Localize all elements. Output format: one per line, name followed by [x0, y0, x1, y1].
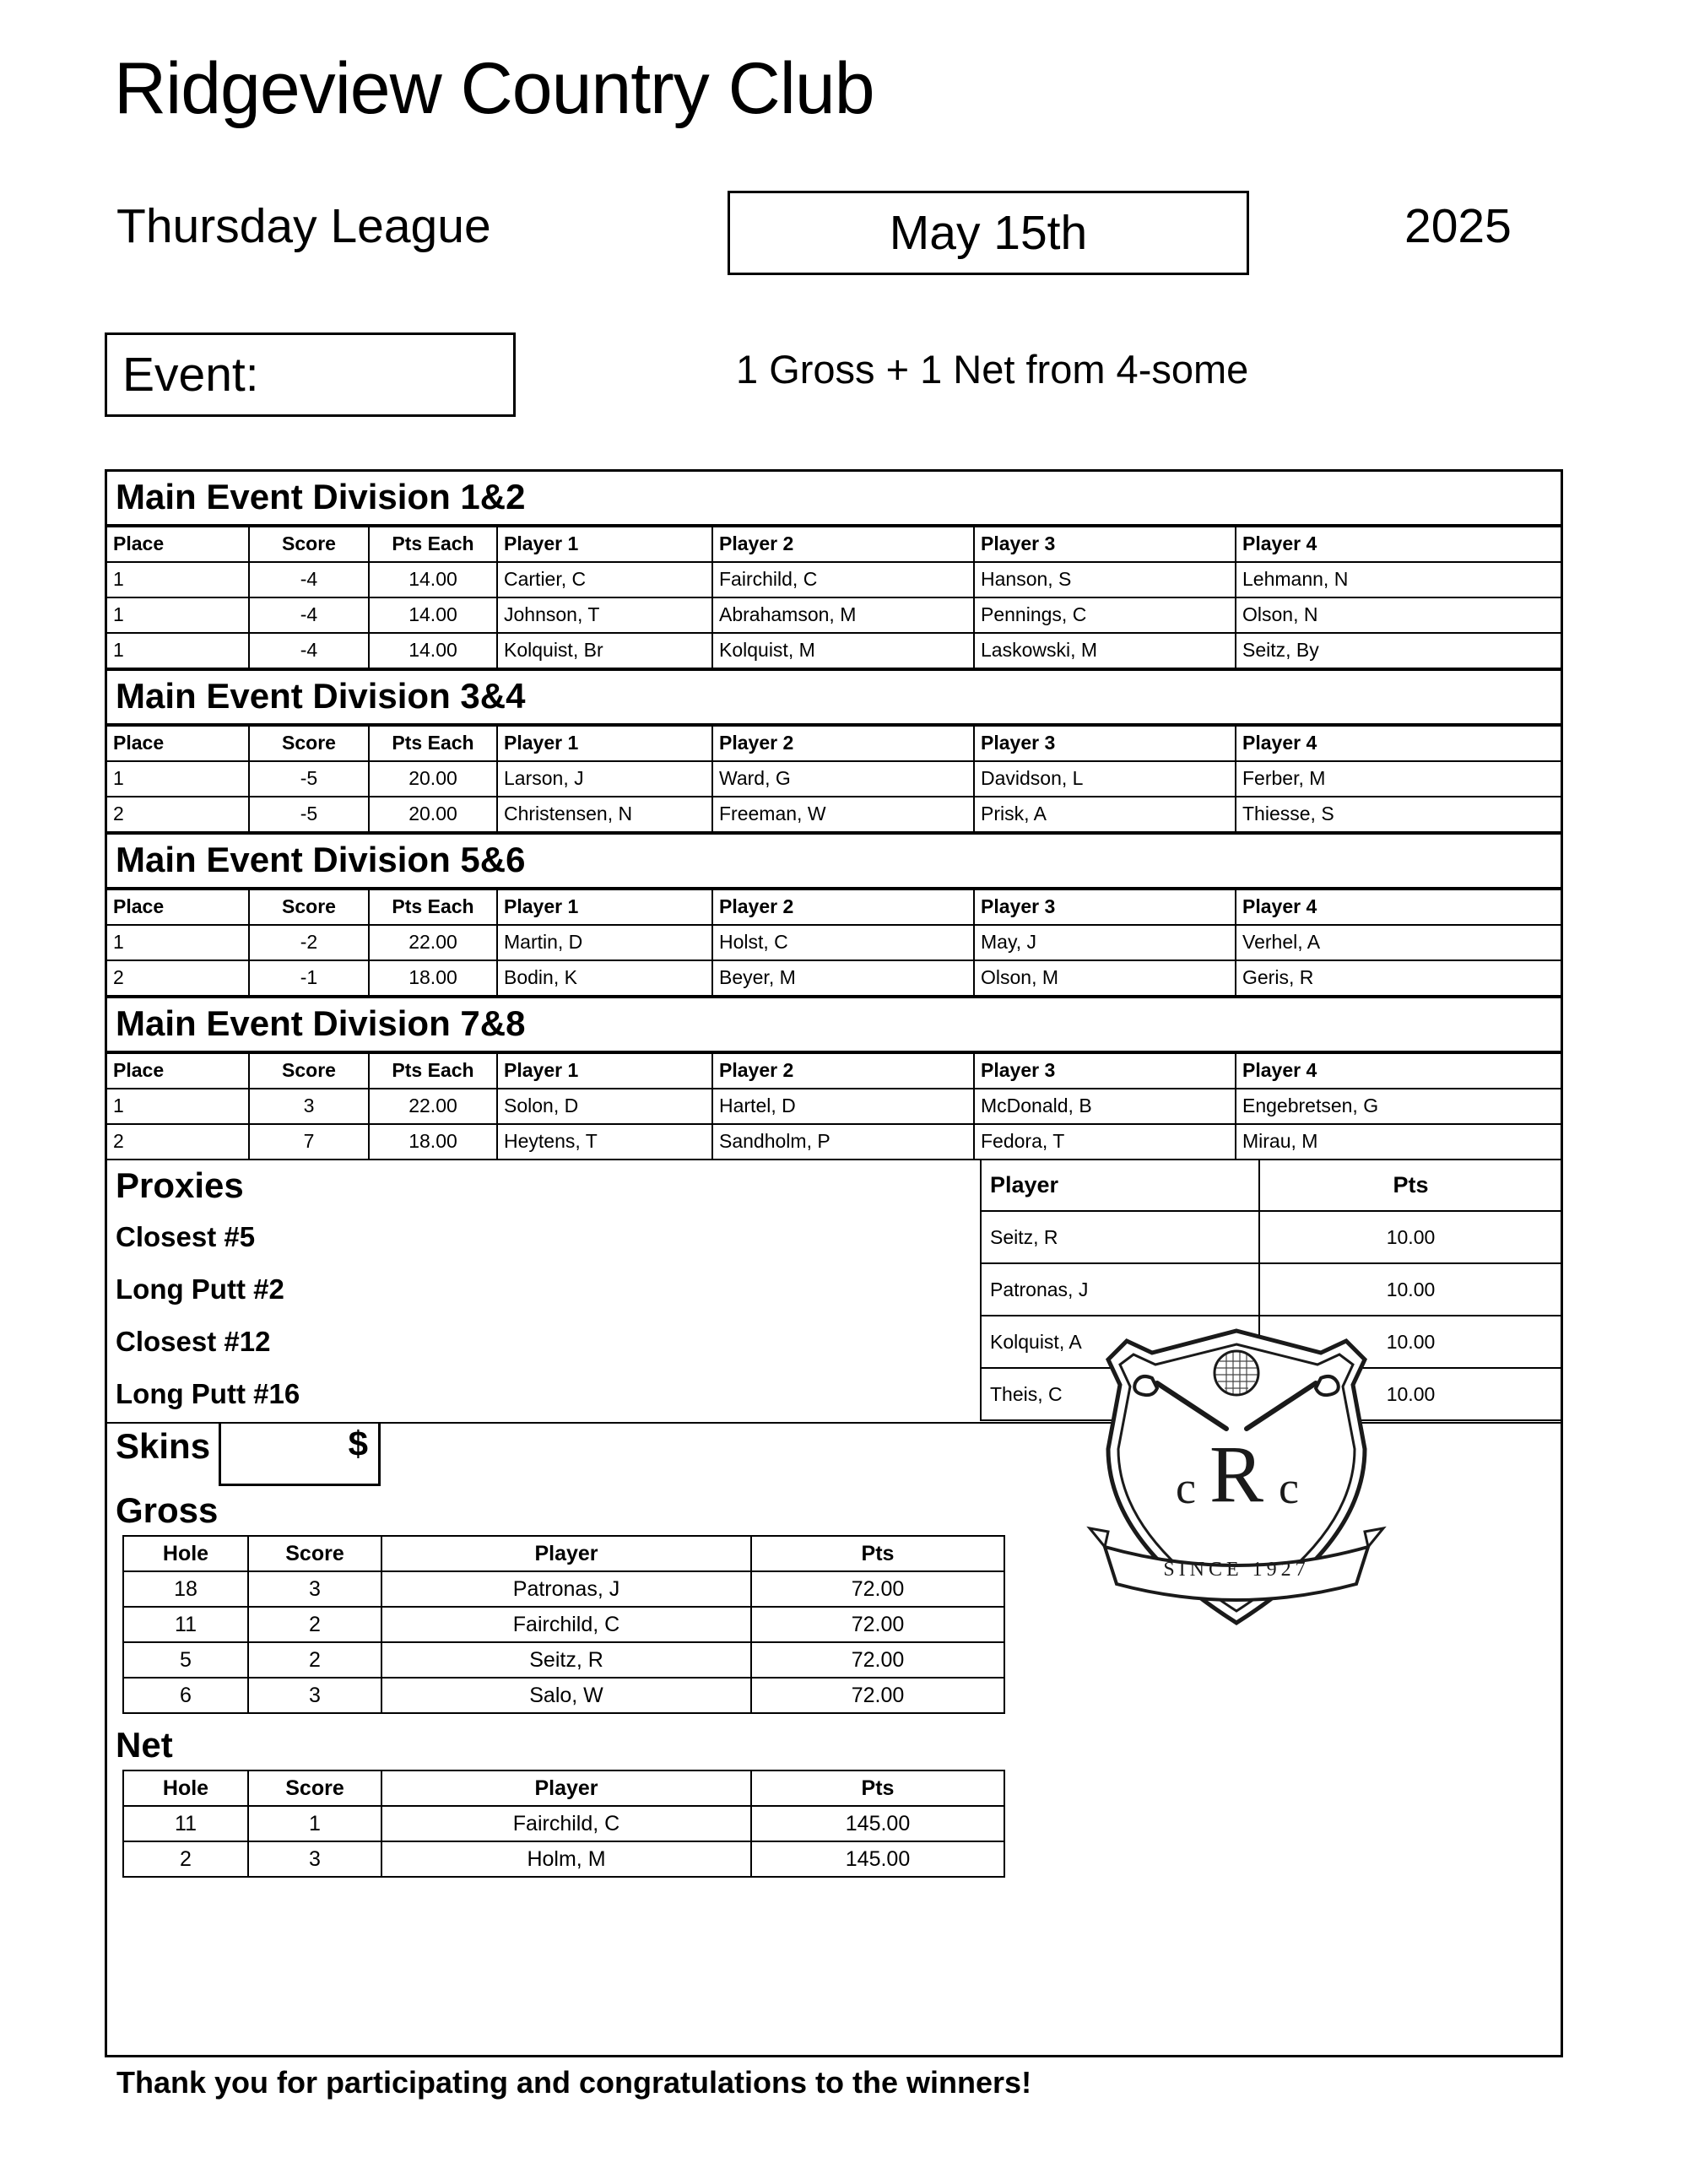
cell-player: Salo, W: [381, 1678, 751, 1713]
cell-place: 1: [107, 925, 249, 960]
cell-player2: Kolquist, M: [712, 633, 974, 668]
col-hole: Hole: [123, 1770, 248, 1806]
cell-player3: McDonald, B: [974, 1089, 1236, 1124]
cell-player1: Solon, D: [497, 1089, 712, 1124]
date-text: May 15th: [889, 205, 1088, 260]
cell-score: 3: [249, 1089, 369, 1124]
cell-player: Fairchild, C: [381, 1806, 751, 1841]
cell-pts: 145.00: [751, 1806, 1004, 1841]
cell-player4: Geris, R: [1236, 960, 1561, 996]
table-row: [123, 1678, 1004, 1713]
cell-score: -5: [249, 797, 369, 832]
cell-player3: Prisk, A: [974, 797, 1236, 832]
cell-score: -4: [249, 597, 369, 633]
svg-text:c: c: [1176, 1462, 1196, 1513]
cell-score: 2: [248, 1607, 381, 1642]
cell-player: Patronas, J: [381, 1571, 751, 1607]
cell-player4: Ferber, M: [1236, 761, 1561, 797]
proxy-label-2: Long Putt #2: [116, 1273, 284, 1305]
col-player1: Player 1: [497, 1053, 712, 1089]
year-text: 2025: [1404, 199, 1512, 253]
cell-score: -1: [249, 960, 369, 996]
cell-place: 2: [107, 960, 249, 996]
cell-pts: 18.00: [369, 960, 497, 996]
cell-player: Seitz, R: [381, 1642, 751, 1678]
table-row: [981, 1263, 1561, 1316]
table-row: [123, 1571, 1004, 1607]
col-pts: Pts: [751, 1536, 1004, 1571]
col-place: Place: [107, 1053, 249, 1089]
division-title-3: Main Event Division 5&6: [107, 833, 1561, 889]
cell-player4: Engebretsen, G: [1236, 1089, 1561, 1124]
cell-player4: Seitz, By: [1236, 633, 1561, 668]
event-description: 1 Gross + 1 Net from 4-some: [736, 347, 1249, 392]
table-header-row: [123, 1536, 1004, 1571]
cell-player1: Cartier, C: [497, 562, 712, 597]
table-row: [107, 797, 1561, 832]
cell-hole: 11: [123, 1806, 248, 1841]
cell-player2: Hartel, D: [712, 1089, 974, 1124]
svg-text:c: c: [1279, 1462, 1299, 1513]
table-header-row: [107, 726, 1561, 761]
cell-pts: 14.00: [369, 562, 497, 597]
cell-player3: Fedora, T: [974, 1124, 1236, 1160]
table-header-row: [123, 1770, 1004, 1806]
col-player2: Player 2: [712, 527, 974, 562]
col-player: Player: [381, 1770, 751, 1806]
col-score: Score: [248, 1770, 381, 1806]
col-player3: Player 3: [974, 726, 1236, 761]
cell-place: 1: [107, 1089, 249, 1124]
col-place: Place: [107, 527, 249, 562]
table-header-row: [107, 527, 1561, 562]
cell-hole: 2: [123, 1841, 248, 1877]
cell-pts: 10.00: [1259, 1263, 1561, 1316]
cell-place: 2: [107, 797, 249, 832]
division-table-4: [107, 1052, 1561, 1160]
cell-player: Theis, C: [981, 1368, 1259, 1420]
proxy-label-4: Long Putt #16: [116, 1378, 300, 1409]
skins-title: Skins: [116, 1426, 211, 1466]
cell-player: Kolquist, A: [981, 1316, 1259, 1368]
cell-player2: Freeman, W: [712, 797, 974, 832]
cell-player: Fairchild, C: [381, 1607, 751, 1642]
cell-pts: 72.00: [751, 1678, 1004, 1713]
table-row: [107, 761, 1561, 797]
club-title: Ridgeview Country Club: [114, 48, 874, 129]
cell-player2: Beyer, M: [712, 960, 974, 996]
table-header-row: [107, 1053, 1561, 1089]
crest-banner-text: SINCE 1927: [1163, 1559, 1310, 1581]
col-player2: Player 2: [712, 1053, 974, 1089]
cell-player1: Martin, D: [497, 925, 712, 960]
table-header-row: [981, 1160, 1561, 1211]
cell-player2: Holst, C: [712, 925, 974, 960]
cell-player3: Davidson, L: [974, 761, 1236, 797]
col-score: Score: [249, 1053, 369, 1089]
cell-player2: Abrahamson, M: [712, 597, 974, 633]
net-skins-table: [122, 1770, 1005, 1878]
proxy-label-3: Closest #12: [116, 1326, 271, 1357]
col-player3: Player 3: [974, 527, 1236, 562]
cell-player2: Sandholm, P: [712, 1124, 974, 1160]
col-pts-each: Pts Each: [369, 726, 497, 761]
cell-pts: 18.00: [369, 1124, 497, 1160]
cell-player4: Olson, N: [1236, 597, 1561, 633]
table-row: [981, 1211, 1561, 1263]
proxy-label-1: Closest #5: [116, 1221, 256, 1252]
footer-thanks: Thank you for participating and congratulations to the winners!: [116, 2065, 1032, 2100]
division-table-2: [107, 725, 1561, 833]
table-row: [123, 1607, 1004, 1642]
col-hole: Hole: [123, 1536, 248, 1571]
cell-pts: 10.00: [1259, 1211, 1561, 1263]
net-title: Net: [116, 1725, 173, 1765]
cell-score: 1: [248, 1806, 381, 1841]
cell-pts: 14.00: [369, 597, 497, 633]
cell-score: 3: [248, 1678, 381, 1713]
table-row: [123, 1806, 1004, 1841]
table-header-row: [107, 889, 1561, 925]
col-place: Place: [107, 726, 249, 761]
proxies-title: Proxies: [116, 1165, 244, 1205]
cell-score: -2: [249, 925, 369, 960]
col-player4: Player 4: [1236, 889, 1561, 925]
cell-player3: Olson, M: [974, 960, 1236, 996]
table-row: [107, 562, 1561, 597]
cell-player4: Lehmann, N: [1236, 562, 1561, 597]
cell-player4: Thiesse, S: [1236, 797, 1561, 832]
cell-pts: 145.00: [751, 1841, 1004, 1877]
table-row: [107, 597, 1561, 633]
cell-pts: 10.00: [1259, 1368, 1561, 1420]
cell-player4: Mirau, M: [1236, 1124, 1561, 1160]
results-frame: [105, 469, 1563, 2057]
cell-pts: 72.00: [751, 1571, 1004, 1607]
cell-score: 3: [248, 1841, 381, 1877]
gross-title: Gross: [116, 1490, 219, 1530]
col-player3: Player 3: [974, 1053, 1236, 1089]
table-row: [123, 1841, 1004, 1877]
cell-player1: Kolquist, Br: [497, 633, 712, 668]
cell-score: -4: [249, 633, 369, 668]
table-row: [107, 1089, 1561, 1124]
col-player: Player: [381, 1536, 751, 1571]
cell-place: 1: [107, 562, 249, 597]
cell-score: -4: [249, 562, 369, 597]
col-score: Score: [249, 889, 369, 925]
event-label-box: [105, 332, 516, 417]
cell-player: Patronas, J: [981, 1263, 1259, 1316]
col-player2: Player 2: [712, 889, 974, 925]
col-pts-each: Pts Each: [369, 889, 497, 925]
league-name: Thursday League: [116, 199, 491, 253]
col-pts: Pts: [751, 1770, 1004, 1806]
table-row: [107, 633, 1561, 668]
table-row: [107, 925, 1561, 960]
cell-player3: Pennings, C: [974, 597, 1236, 633]
cell-score: 3: [248, 1571, 381, 1607]
cell-place: 1: [107, 597, 249, 633]
col-player1: Player 1: [497, 889, 712, 925]
cell-score: -5: [249, 761, 369, 797]
col-place: Place: [107, 889, 249, 925]
gross-skins-table: [122, 1535, 1005, 1714]
cell-player2: Ward, G: [712, 761, 974, 797]
cell-player1: Bodin, K: [497, 960, 712, 996]
cell-hole: 11: [123, 1607, 248, 1642]
col-player4: Player 4: [1236, 726, 1561, 761]
col-player4: Player 4: [1236, 527, 1561, 562]
col-score: Score: [249, 527, 369, 562]
cell-player3: May, J: [974, 925, 1236, 960]
table-row: [107, 1124, 1561, 1160]
cell-player: Seitz, R: [981, 1211, 1259, 1263]
table-row: [107, 960, 1561, 996]
cell-player2: Fairchild, C: [712, 562, 974, 597]
cell-pts: 14.00: [369, 633, 497, 668]
cell-player1: Larson, J: [497, 761, 712, 797]
cell-hole: 5: [123, 1642, 248, 1678]
cell-player1: Christensen, N: [497, 797, 712, 832]
col-pts: Pts: [1259, 1160, 1561, 1211]
svg-text:R: R: [1209, 1429, 1264, 1519]
col-player2: Player 2: [712, 726, 974, 761]
col-player: Player: [981, 1160, 1259, 1211]
cell-place: 1: [107, 761, 249, 797]
division-table-1: [107, 526, 1561, 669]
col-player4: Player 4: [1236, 1053, 1561, 1089]
cell-pts: 10.00: [1259, 1316, 1561, 1368]
col-player3: Player 3: [974, 889, 1236, 925]
table-row: [123, 1642, 1004, 1678]
cell-player3: Hanson, S: [974, 562, 1236, 597]
skins-amount-box: [219, 1422, 381, 1486]
cell-pts: 72.00: [751, 1642, 1004, 1678]
dollar-sign: $: [348, 1424, 368, 1463]
division-title-2: Main Event Division 3&4: [107, 669, 1561, 725]
division-title-1: Main Event Division 1&2: [107, 472, 1561, 526]
cell-pts: 22.00: [369, 925, 497, 960]
col-pts-each: Pts Each: [369, 527, 497, 562]
cell-place: 2: [107, 1124, 249, 1160]
cell-pts: 20.00: [369, 797, 497, 832]
col-player1: Player 1: [497, 726, 712, 761]
cell-pts: 22.00: [369, 1089, 497, 1124]
cell-hole: 18: [123, 1571, 248, 1607]
cell-player1: Johnson, T: [497, 597, 712, 633]
col-pts-each: Pts Each: [369, 1053, 497, 1089]
cell-hole: 6: [123, 1678, 248, 1713]
cell-player: Holm, M: [381, 1841, 751, 1877]
cell-pts: 20.00: [369, 761, 497, 797]
cell-place: 1: [107, 633, 249, 668]
cell-player3: Laskowski, M: [974, 633, 1236, 668]
cell-player4: Verhel, A: [1236, 925, 1561, 960]
club-crest-logo: [1068, 1322, 1405, 1643]
date-box: [728, 191, 1249, 275]
division-table-3: [107, 889, 1561, 997]
cell-player1: Heytens, T: [497, 1124, 712, 1160]
col-score: Score: [249, 726, 369, 761]
cell-score: 7: [249, 1124, 369, 1160]
col-player1: Player 1: [497, 527, 712, 562]
event-label: Event:: [122, 347, 259, 402]
col-score: Score: [248, 1536, 381, 1571]
division-title-4: Main Event Division 7&8: [107, 997, 1561, 1052]
cell-score: 2: [248, 1642, 381, 1678]
cell-pts: 72.00: [751, 1607, 1004, 1642]
